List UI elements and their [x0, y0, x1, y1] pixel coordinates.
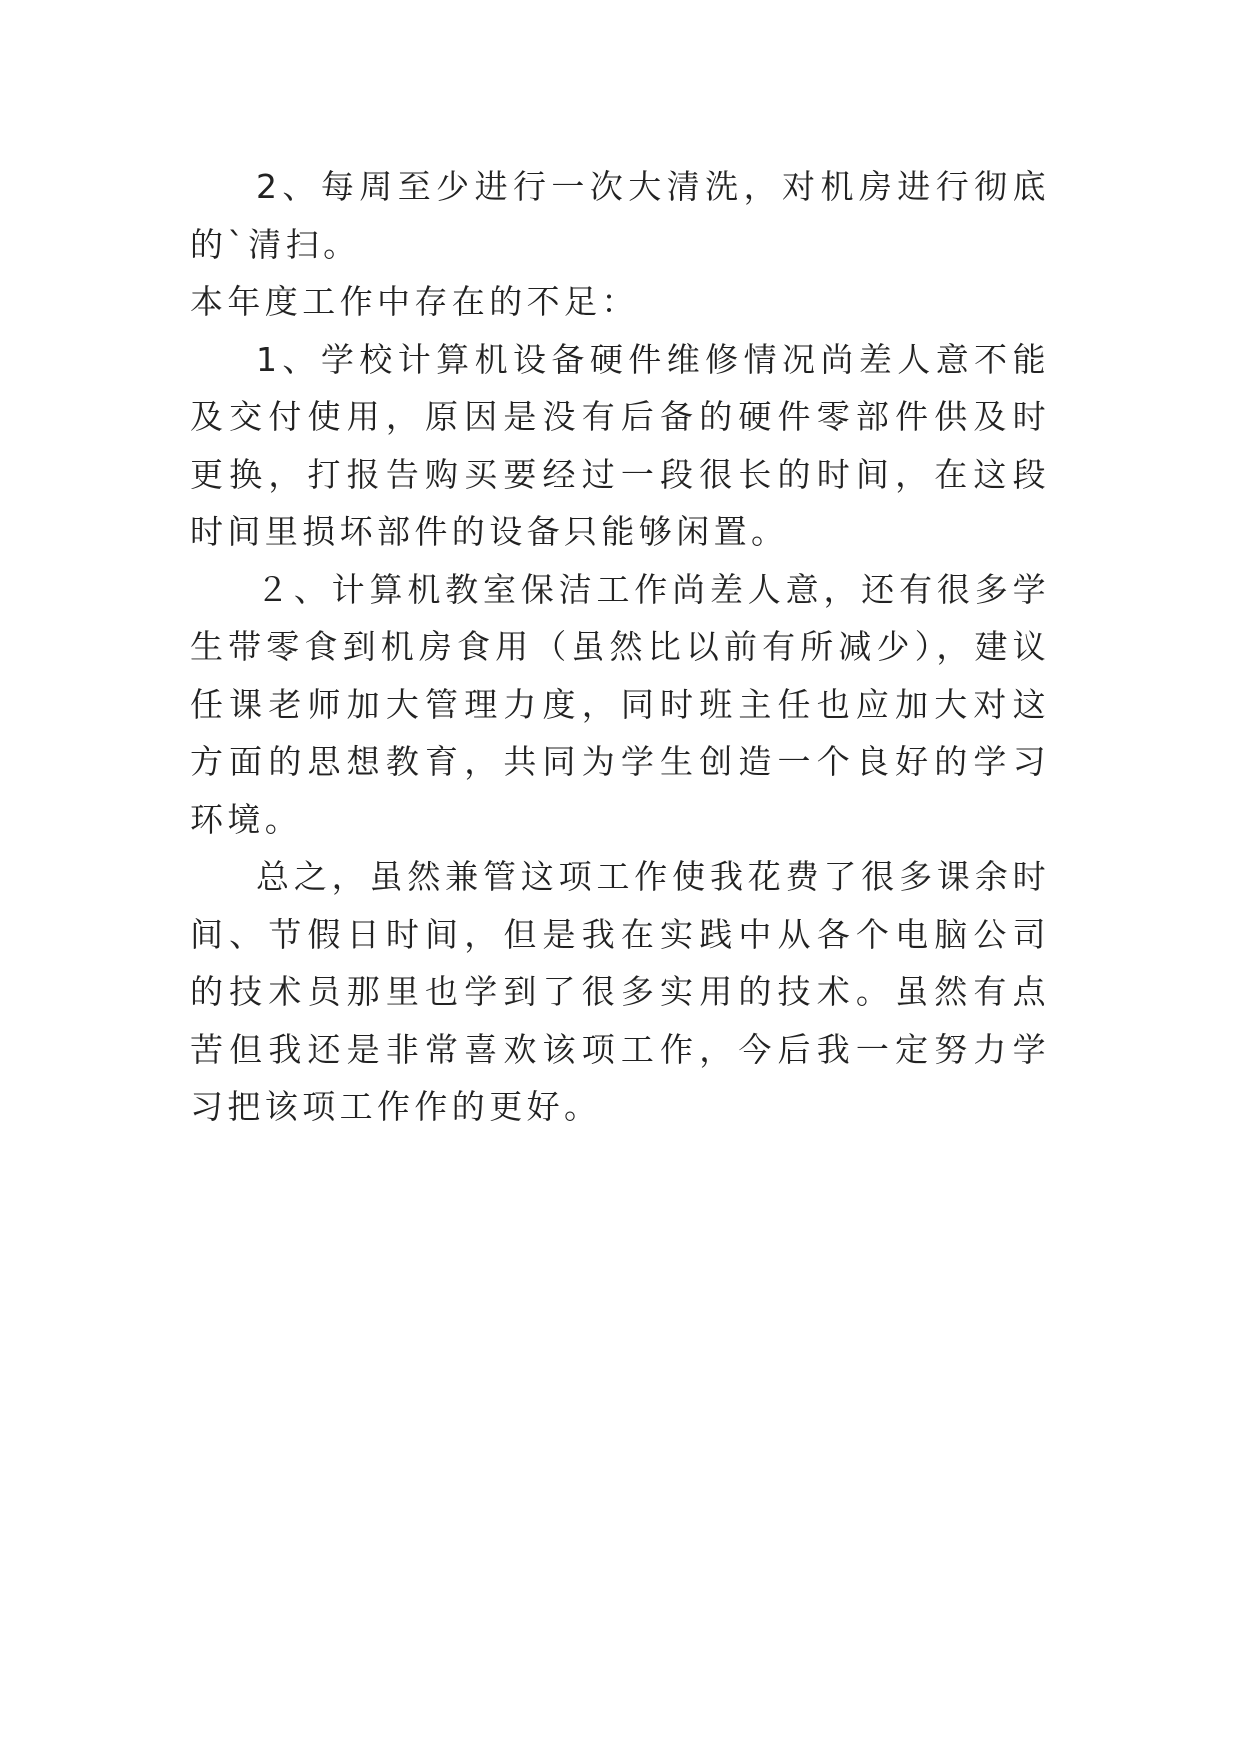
paragraph-conclusion: 总之，虽然兼管这项工作使我花费了很多课余时间、节假日时间，但是我在实践中从各个电脑公司的技术员那里也学到了很多实用的技术。虽然有点苦但我还是非常喜欢该项工作，今后我一定努力学习把该项工作作的更好。 [190, 857, 1050, 1126]
paragraph-classroom-cleaning: ２、计算机教室保洁工作尚差人意，还有很多学生带零食到机房食用（虽然比以前有所减少），建议任课老师加大管理力度，同时班主任也应加大对这方面的思想教育，共同为学生创造一个良好的学习环境。 [190, 569, 1050, 839]
document-body [190, 158, 1050, 1136]
paragraph-shortcomings-heading: 本年度工作中存在的不足： [190, 282, 639, 321]
paragraph-cleaning-schedule: 2、每周至少进行一次大清洗，对机房进行彻底的`清扫。 [190, 167, 1050, 264]
paragraph-hardware-repair: 1、学校计算机设备硬件维修情况尚差人意不能及交付使用，原因是没有后备的硬件零部件供及时更换，打报告购买要经过一段很长的时间，在这段时间里损坏部件的设备只能够闲置。 [190, 339, 1050, 551]
